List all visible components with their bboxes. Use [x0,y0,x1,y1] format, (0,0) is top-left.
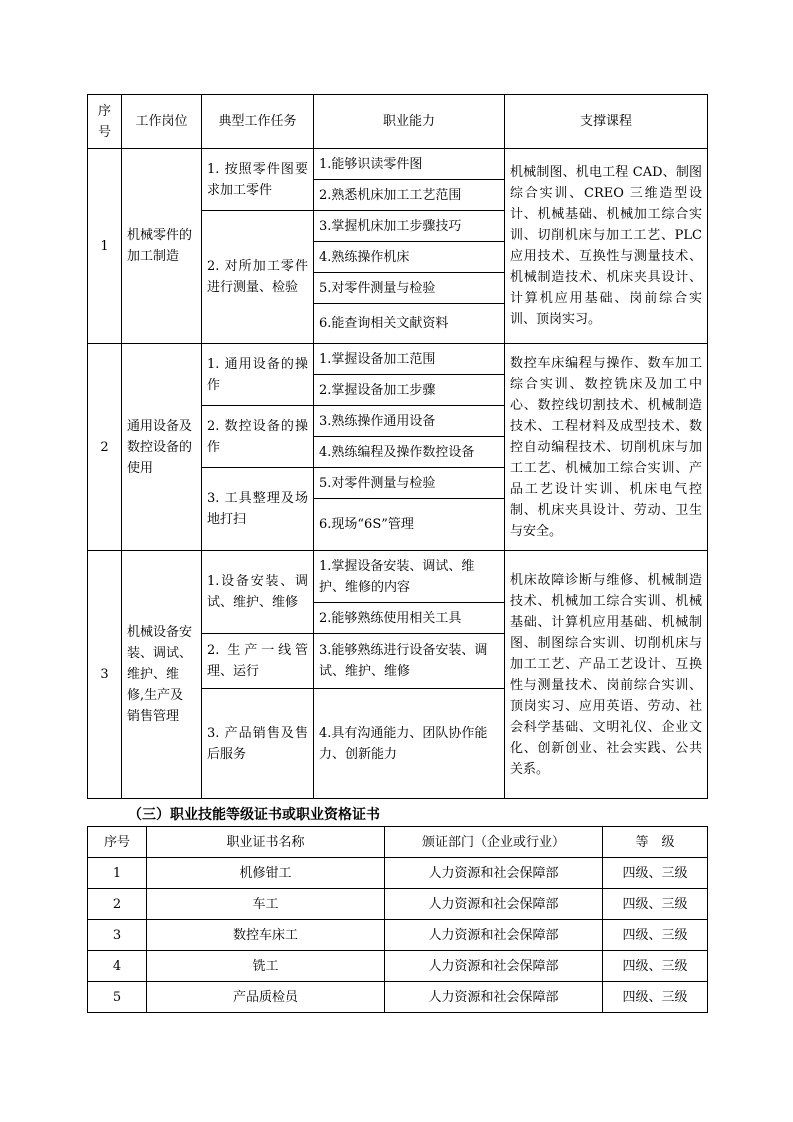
cert-name: 车工 [147,889,385,920]
cert-no: 4 [88,951,147,982]
cert-name: 数控车床工 [147,920,385,951]
ability-cell: 2.能够熟练使用相关工具 [314,603,505,634]
table-row [88,889,708,920]
course-cell: 机械制图、机电工程 CAD、制图综合实训、CREO 三维造型设计、机械基础、机械加工综合实训、切削机床与加工工艺、PLC 应用技术、互换性与测量技术、机械制造技术、机床夹具设计、计算机应用基础、岗前综合实训、顶岗实习。 [505,149,708,344]
cert-no: 2 [88,889,147,920]
ability-cell: 4.熟练操作机床 [314,242,505,273]
table-row [88,344,708,375]
task-cell: 1.设备安装、调试、维护、维修 [202,551,314,634]
task-cell: 3. 工具整理及场地打扫 [202,468,314,551]
post-cell: 机械设备安装、调试、维护、维修,生产及销售管理 [122,551,202,799]
task-cell: 2. 生产一线管理、运行 [202,634,314,689]
cert-name: 机修钳工 [147,858,385,889]
ability-cell: 2.掌握设备加工步骤 [314,375,505,406]
task-cell: 2. 对所加工零件进行测量、检验 [202,211,314,344]
cert-no: 3 [88,920,147,951]
ability-cell: 6.现场“6S”管理 [314,499,505,551]
ability-cell: 4.熟练编程及操作数控设备 [314,437,505,468]
header-cert-name: 职业证书名称 [147,827,385,858]
task-cell: 1. 通用设备的操作 [202,344,314,406]
table-row [88,920,708,951]
cert-no: 5 [88,982,147,1013]
ability-cell: 3.熟练操作通用设备 [314,406,505,437]
ability-cell: 3.能够熟练进行设备安装、调试、维护、维修 [314,634,505,689]
ability-cell: 1.掌握设备加工范围 [314,344,505,375]
course-cell: 机床故障诊断与维修、机械制造技术、机械加工综合实训、机械基础、计算机应用基础、机械制图、制图综合实训、切削机床与加工工艺、产品工艺设计、互换性与测量技术、岗前综合实训、顶岗实习、应用英语、劳动、社会科学基础、文明礼仪、企业文化、创新创业、社会实践、公共关系。 [505,551,708,799]
table-row [88,982,708,1013]
task-cell: 3. 产品销售及售后服务 [202,689,314,799]
header-task: 典型工作任务 [202,95,314,149]
ability-cell: 5.对零件测量与检验 [314,468,505,499]
ability-cell: 1.能够识读零件图 [314,149,505,180]
table-row [88,551,708,603]
ability-cell: 1.掌握设备安装、调试、维护、维修的内容 [314,551,505,603]
table-row [88,858,708,889]
row-no: 2 [88,344,122,551]
header-level: 等 级 [603,827,708,858]
ability-cell: 3.掌握机床加工步骤技巧 [314,211,505,242]
header-ability: 职业能力 [314,95,505,149]
cert-name: 铣工 [147,951,385,982]
cert-level: 四级、三级 [603,889,708,920]
section-title: （三）职业技能等级证书或职业资格证书 [128,807,380,823]
cert-issuer: 人力资源和社会保障部 [385,951,603,982]
ability-cell: 4.具有沟通能力、团队协作能力、创新能力 [314,689,505,799]
ability-cell: 6.能查询相关文献资料 [314,304,505,344]
cert-level: 四级、三级 [603,951,708,982]
cert-level: 四级、三级 [603,982,708,1013]
header-course: 支撑课程 [505,95,708,149]
cert-issuer: 人力资源和社会保障部 [385,858,603,889]
table-header-row [88,95,708,149]
row-no: 3 [88,551,122,799]
cert-level: 四级、三级 [603,920,708,951]
cert-no: 1 [88,858,147,889]
job-ability-table [87,94,708,799]
header-post: 工作岗位 [122,95,202,149]
cert-name: 产品质检员 [147,982,385,1013]
row-no: 1 [88,149,122,344]
header-issuer: 颁证部门（企业或行业） [385,827,603,858]
cert-issuer: 人力资源和社会保障部 [385,982,603,1013]
certificate-table [87,826,708,1013]
post-cell: 机械零件的加工制造 [122,149,202,344]
course-cell: 数控车床编程与操作、数车加工综合实训、数控铣床及加工中心、数控线切割技术、机械制造技术、工程材料及成型技术、数控自动编程技术、切削机床与加工工艺、机械加工综合实训、产品工艺设计实训、机床电气控制、机床夹具设计、劳动、卫生与安全。 [505,344,708,551]
table-row [88,951,708,982]
cert-level: 四级、三级 [603,858,708,889]
cert-issuer: 人力资源和社会保障部 [385,920,603,951]
cert-issuer: 人力资源和社会保障部 [385,889,603,920]
task-cell: 2. 数控设备的操作 [202,406,314,468]
task-cell: 1. 按照零件图要求加工零件 [202,149,314,211]
post-cell: 通用设备及数控设备的使用 [122,344,202,551]
table-row [88,149,708,180]
ability-cell: 2.熟悉机床加工工艺范围 [314,180,505,211]
table-header-row [88,827,708,858]
header-no: 序号 [88,827,147,858]
header-no: 序号 [88,95,122,149]
ability-cell: 5.对零件测量与检验 [314,273,505,304]
